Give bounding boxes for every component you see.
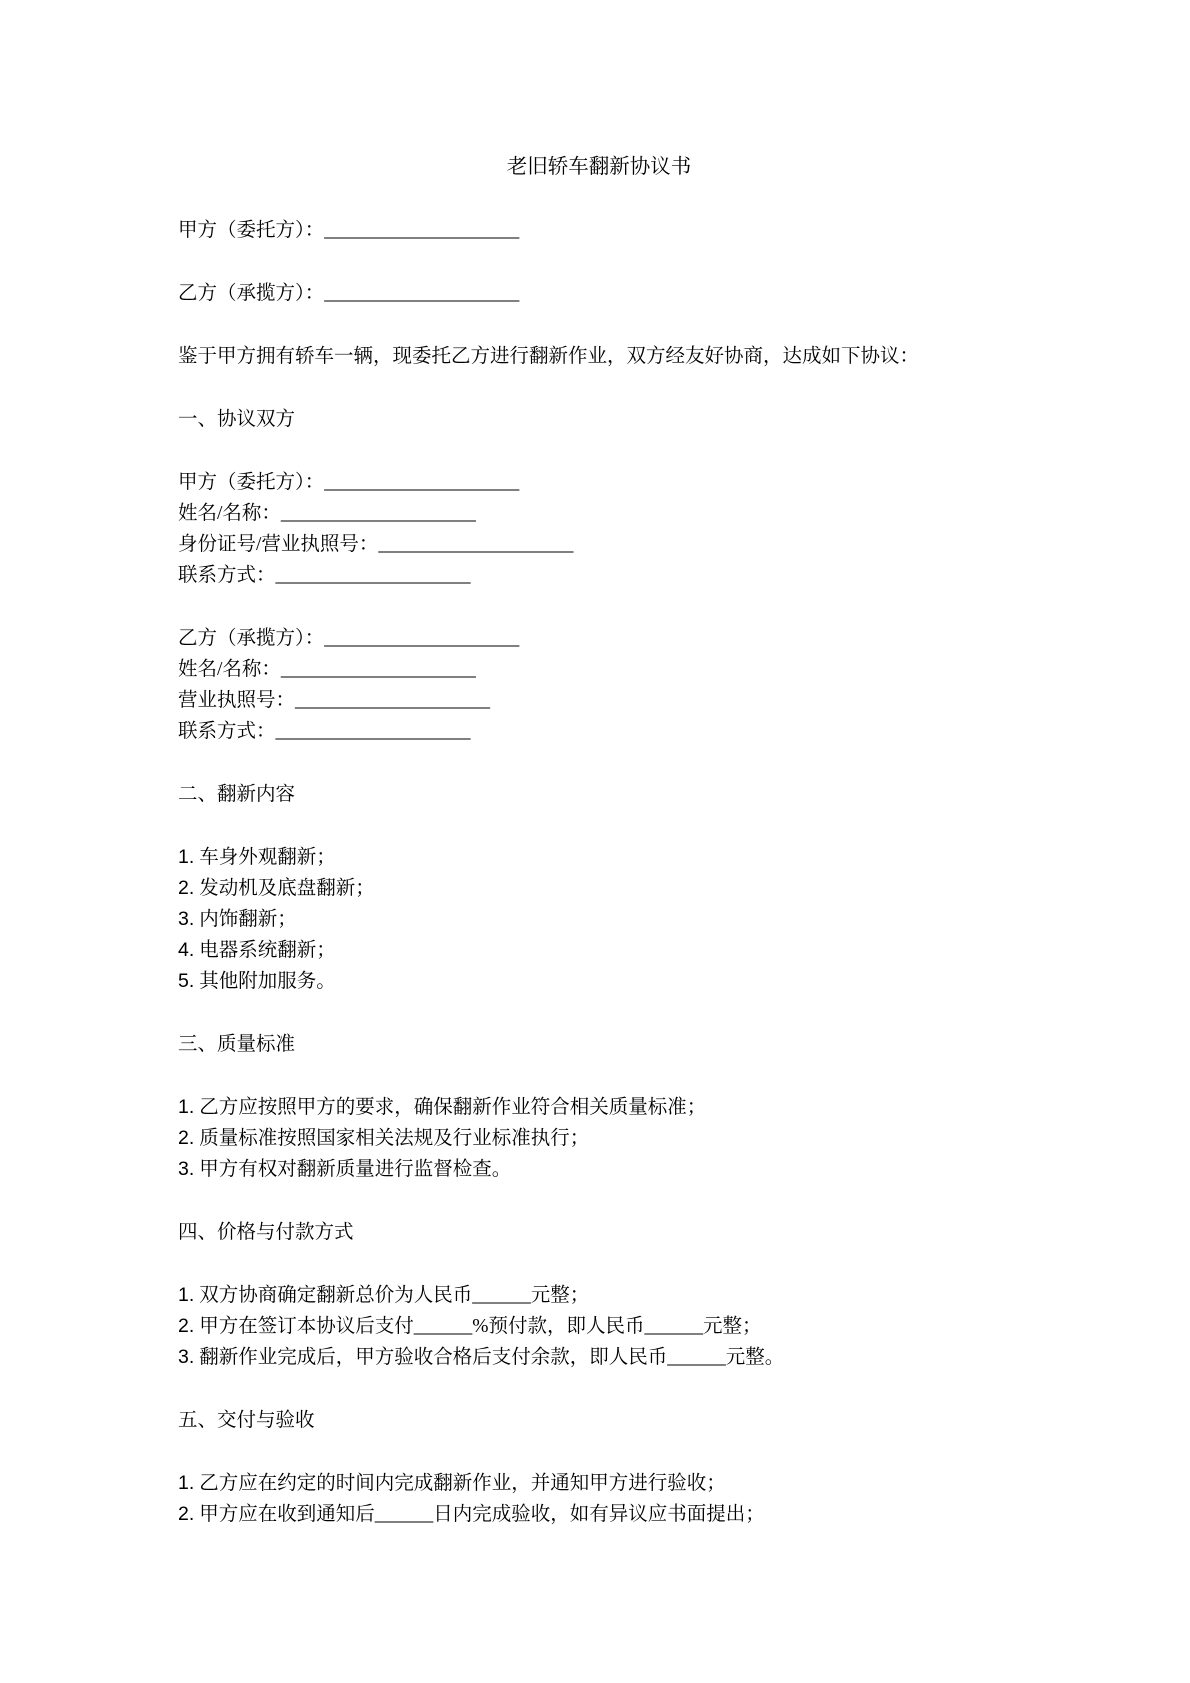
list-item-number: 2. xyxy=(178,1503,195,1525)
field-line xyxy=(178,560,1020,591)
list-item-text: 甲方应在收到通知后______日内完成验收，如有异议应书面提出； xyxy=(199,1504,765,1525)
list-item-text: 双方协商确定翻新总价为人民币______元整； xyxy=(199,1285,590,1306)
field-blank: ____________________ xyxy=(275,565,471,586)
field-blank: ____________________ xyxy=(280,659,476,680)
party-a-intro-label: 甲方（委托方）： xyxy=(178,220,325,241)
list-item xyxy=(178,904,1020,935)
field-blank: ____________________ xyxy=(324,472,520,493)
field-label: 甲方（委托方）： xyxy=(178,472,325,493)
list-item-number: 5. xyxy=(178,970,195,992)
list-item xyxy=(178,966,1020,997)
party-b-intro-label: 乙方（承揽方）： xyxy=(178,283,325,304)
field-line xyxy=(178,716,1020,747)
list-item-number: 4. xyxy=(178,939,195,961)
list-item xyxy=(178,1123,1020,1154)
field-label: 身份证号/营业执照号： xyxy=(178,534,379,555)
list-item-text: 甲方有权对翻新质量进行监督检查。 xyxy=(199,1159,512,1180)
field-label: 联系方式： xyxy=(178,565,276,586)
field-line xyxy=(178,654,1020,685)
list-item-text: 质量标准按照国家相关法规及行业标准执行； xyxy=(199,1128,590,1149)
field-label: 联系方式： xyxy=(178,721,276,742)
list-item xyxy=(178,1154,1020,1185)
list-item xyxy=(178,842,1020,873)
document-title: 老旧轿车翻新协议书 xyxy=(506,156,692,178)
section-heading-3: 三、质量标准 xyxy=(178,1034,296,1055)
preamble-text: 鉴于甲方拥有轿车一辆，现委托乙方进行翻新作业，双方经友好协商，达成如下协议： xyxy=(178,346,920,367)
list-item-text: 乙方应在约定的时间内完成翻新作业，并通知甲方进行验收； xyxy=(199,1473,726,1494)
field-line xyxy=(178,685,1020,716)
field-label: 姓名/名称： xyxy=(178,503,281,524)
field-line xyxy=(178,623,1020,654)
list-item-number: 2. xyxy=(178,1127,195,1149)
list-item-text: 翻新作业完成后，甲方验收合格后支付余款，即人民币______元整。 xyxy=(199,1347,785,1368)
list-item-number: 3. xyxy=(178,1346,195,1368)
list-item-number: 1. xyxy=(178,1472,195,1494)
list-item xyxy=(178,935,1020,966)
list-item xyxy=(178,1280,1020,1311)
list-item-number: 1. xyxy=(178,1096,195,1118)
field-line xyxy=(178,498,1020,529)
list-item-number: 2. xyxy=(178,1315,195,1337)
field-label: 乙方（承揽方）： xyxy=(178,628,325,649)
list-item-text: 车身外观翻新； xyxy=(199,847,336,868)
field-blank: ____________________ xyxy=(324,628,520,649)
field-label: 营业执照号： xyxy=(178,690,296,711)
field-line xyxy=(178,529,1020,560)
list-item xyxy=(178,1499,1020,1530)
list-item-text: 甲方在签订本协议后支付______%预付款，即人民币______元整； xyxy=(199,1316,762,1337)
section-heading-4: 四、价格与付款方式 xyxy=(178,1222,354,1243)
list-item xyxy=(178,1468,1020,1499)
list-item xyxy=(178,1092,1020,1123)
field-blank: ____________________ xyxy=(280,503,476,524)
field-blank: ____________________ xyxy=(275,721,471,742)
field-blank: ____________________ xyxy=(378,534,574,555)
list-item-text: 乙方应按照甲方的要求，确保翻新作业符合相关质量标准； xyxy=(199,1097,707,1118)
field-line xyxy=(178,467,1020,498)
list-item-text: 电器系统翻新； xyxy=(199,940,336,961)
list-item-number: 1. xyxy=(178,1284,195,1306)
list-item-text: 发动机及底盘翻新； xyxy=(199,878,375,899)
list-item xyxy=(178,1342,1020,1373)
party-a-intro-line xyxy=(178,215,1020,246)
section-heading-2: 二、翻新内容 xyxy=(178,784,296,805)
list-item-number: 1. xyxy=(178,846,195,868)
section-heading-1: 一、协议双方 xyxy=(178,409,296,430)
list-item xyxy=(178,873,1020,904)
section-heading-5: 五、交付与验收 xyxy=(178,1410,315,1431)
party-b-intro-blank: ____________________ xyxy=(324,283,520,304)
party-b-intro-line xyxy=(178,278,1020,309)
party-a-intro-blank: ____________________ xyxy=(324,220,520,241)
list-item-text: 内饰翻新； xyxy=(199,909,297,930)
list-item-number: 2. xyxy=(178,877,195,899)
field-blank: ____________________ xyxy=(295,690,491,711)
list-item xyxy=(178,1311,1020,1342)
list-item-number: 3. xyxy=(178,1158,195,1180)
list-item-text: 其他附加服务。 xyxy=(199,971,336,992)
list-item-number: 3. xyxy=(178,908,195,930)
field-label: 姓名/名称： xyxy=(178,659,281,680)
